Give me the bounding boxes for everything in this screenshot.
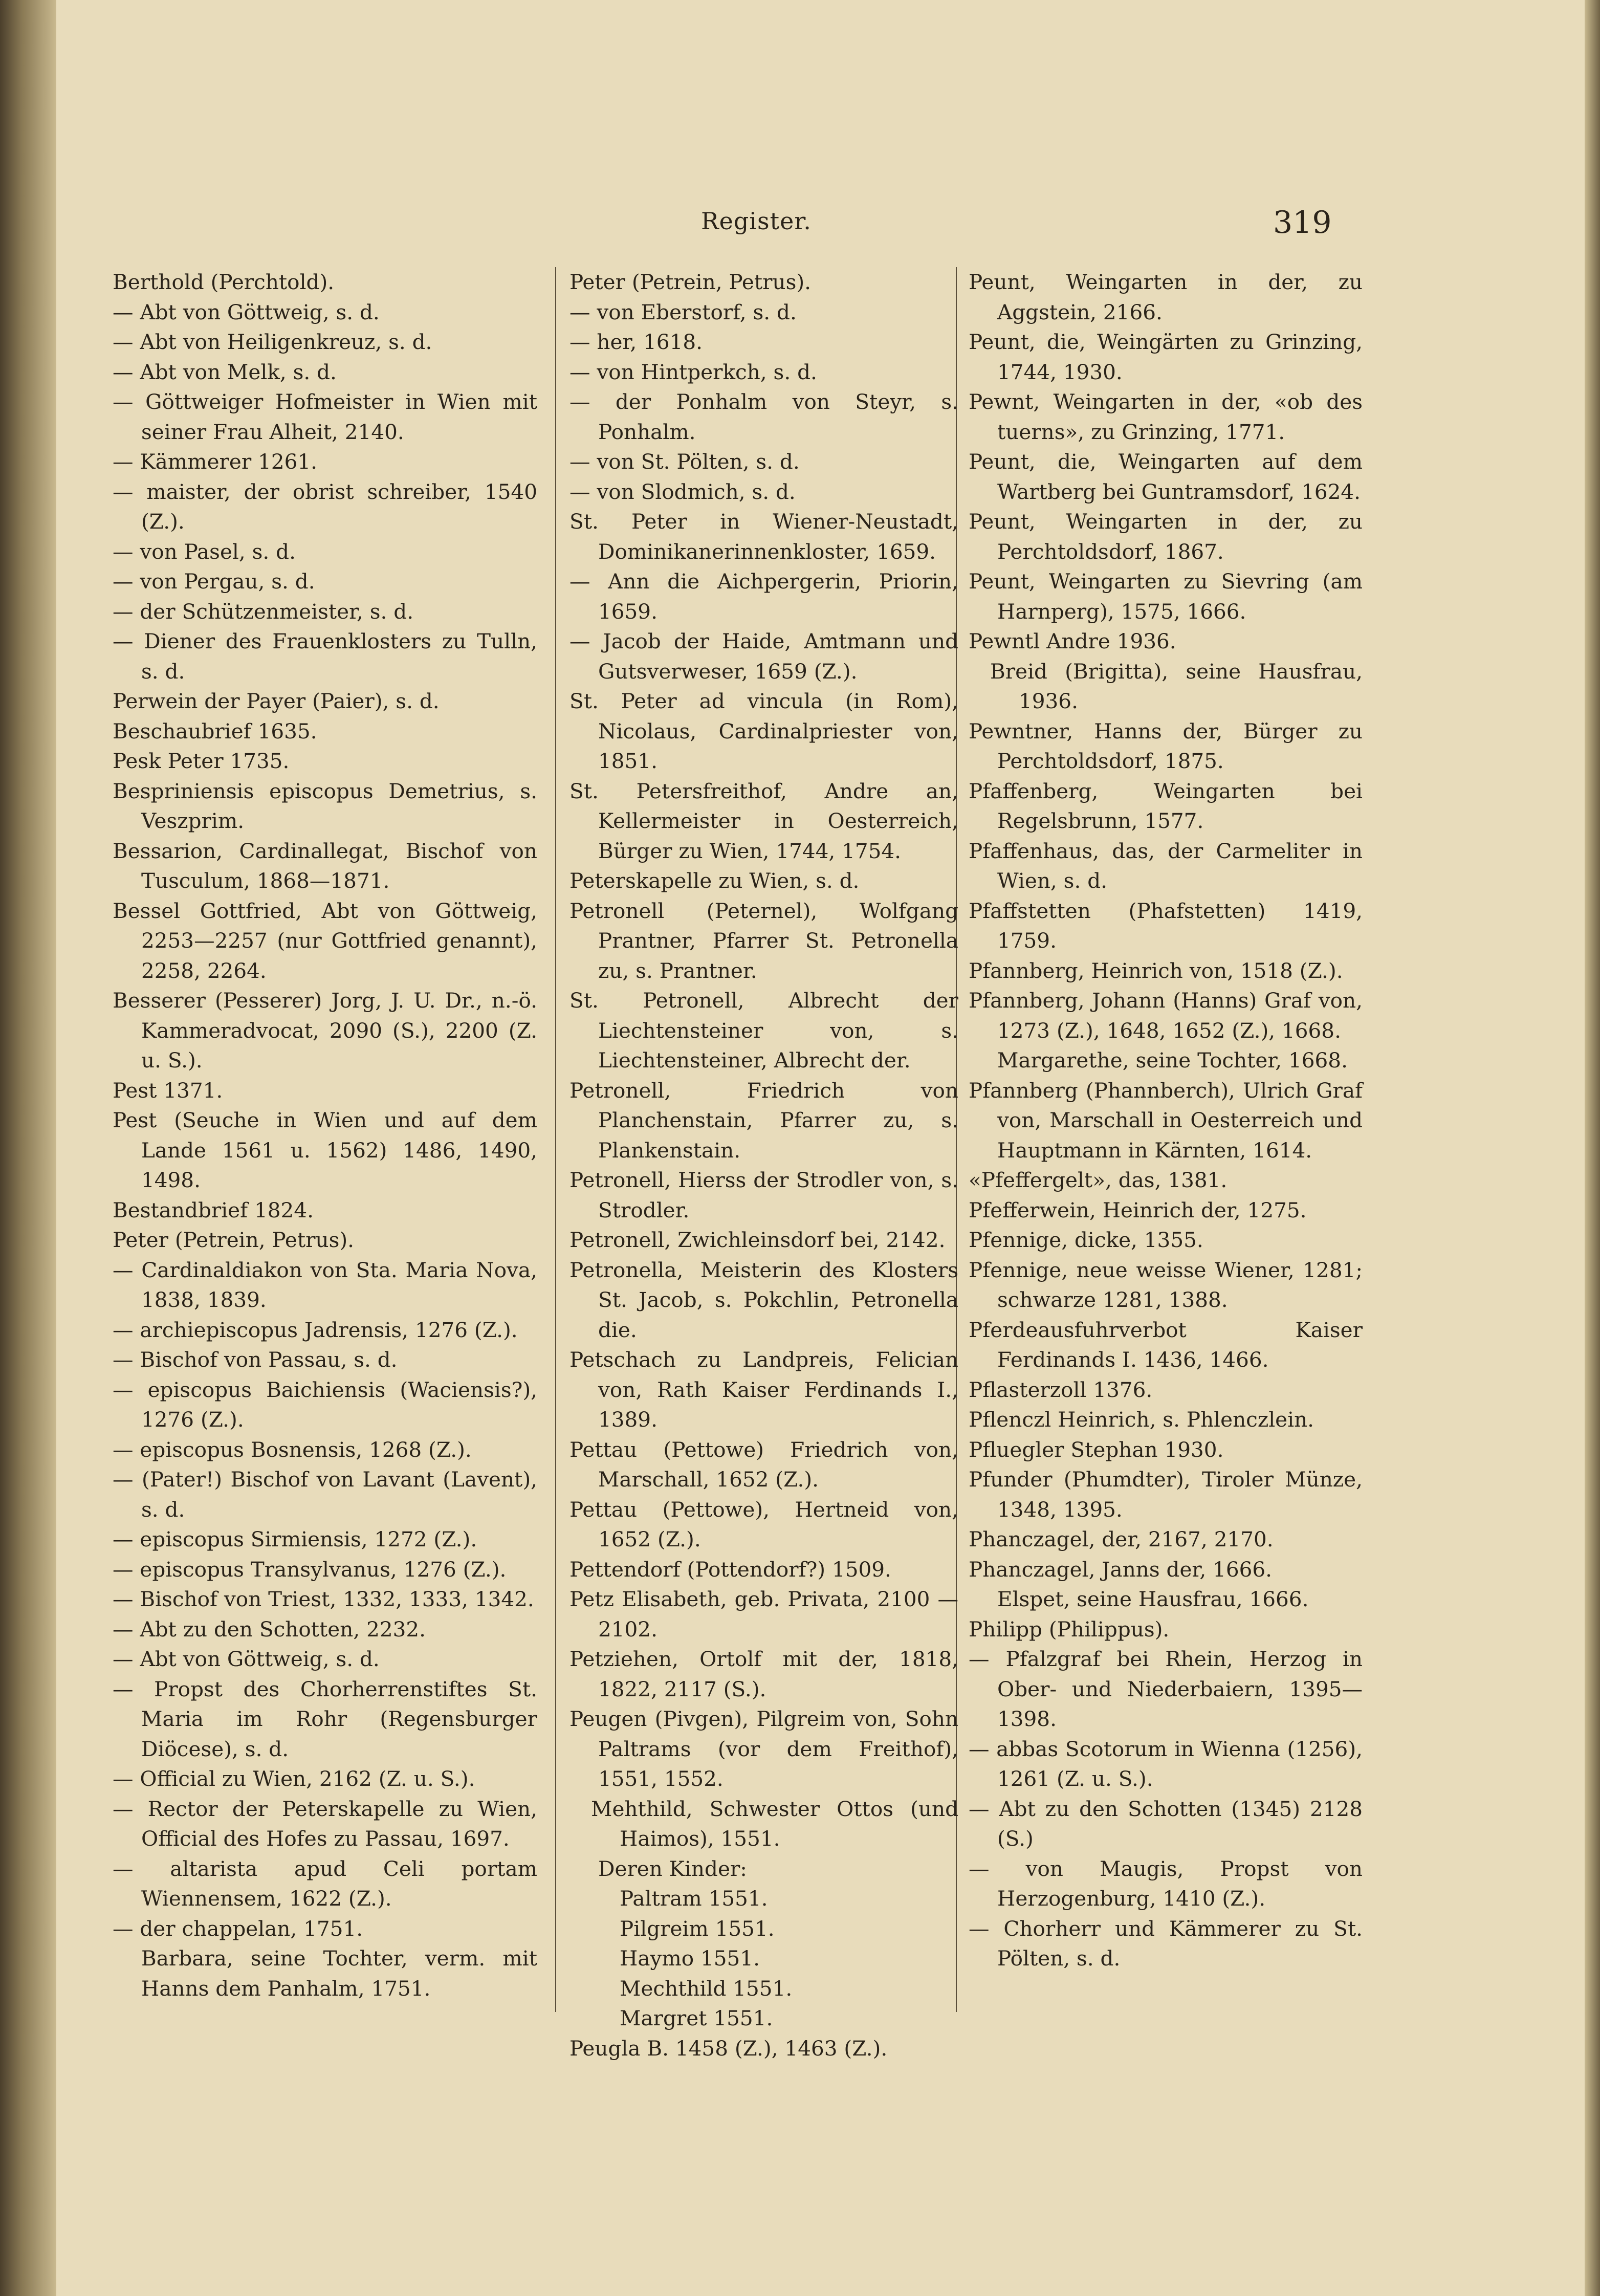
index-entry: — Bischof von Triest, 1332, 1333, 1342. [113, 1587, 534, 1611]
index-entry: — Pfalzgraf bei Rhein, Herzog in Ober- und Niederbaiern, 1395—1398. [969, 1647, 1363, 1731]
index-entry: Pilgreim 1551. [620, 1916, 775, 1941]
index-entry: Pfunder (Phumdter), Tiroler Münze, 1348, 1395. [969, 1467, 1363, 1522]
index-entry: Petronella, Meisterin des Klosters St. Jacob, s. Pokchlin, Petronella die. [569, 1257, 958, 1342]
index-entry: Petronell, Friedrich von Planchenstain, Pfarrer zu, s. Plankenstain. [569, 1078, 958, 1163]
index-entry: Pfannberg, Johann (Hanns) Graf von, 1273 (Z.), 1648, 1652 (Z.), 1668. [969, 988, 1363, 1043]
index-entry: — der Schützenmeister, s. d. [113, 599, 414, 624]
index-entry: Pflasterzoll 1376. [969, 1377, 1153, 1402]
index-entry: Petronell, Zwichleinsdorf bei, 2142. [569, 1228, 946, 1252]
index-entry: — Ann die Aichpergerin, Priorin, 1659. [569, 569, 958, 624]
index-entry: Peunt, Weingarten in der, zu Perchtoldsdorf, 1867. [969, 509, 1363, 564]
index-entry: — Propst des Chorherrenstiftes St. Maria im Rohr (Regensburger Diöcese), s. d. [113, 1676, 537, 1761]
index-entry: — Abt von Heiligenkreuz, s. d. [113, 330, 432, 354]
index-entry: Berthold (Perchtold). [113, 270, 335, 294]
index-entry: Mechthild 1551. [620, 1976, 793, 2001]
index-entry: — Abt von Melk, s. d. [113, 359, 337, 384]
index-entry: Paltram 1551. [620, 1886, 768, 1911]
index-entry: — Jacob der Haide, Amtmann und Gutsverweser, 1659 (Z.). [569, 629, 958, 684]
page-number: 319 [1273, 205, 1332, 240]
index-entry: Peter (Petrein, Petrus). [113, 1228, 355, 1252]
index-entry: Bessarion, Cardinallegat, Bischof von Tusculum, 1868—1871. [113, 838, 537, 893]
index-entry: Pettau (Pettowe), Hertneid von, 1652 (Z.). [569, 1497, 958, 1551]
index-entry: — Abt von Göttweig, s. d. [113, 1647, 380, 1671]
index-entry: — Cardinaldiakon von Sta. Maria Nova, 1838, 1839. [113, 1257, 537, 1312]
index-entry: Bespriniensis episcopus Demetrius, s. Veszprim. [113, 778, 537, 833]
index-entry: Elspet, seine Hausfrau, 1666. [997, 1587, 1309, 1611]
index-entry: Peugla B. 1458 (Z.), 1463 (Z.). [569, 2036, 888, 2061]
index-entry: Margarethe, seine Tochter, 1668. [997, 1048, 1348, 1073]
index-entry: — von Eberstorf, s. d. [569, 299, 797, 324]
index-entry: Besserer (Pesserer) Jorg, J. U. Dr., n.-ö. Kammeradvocat, 2090 (S.), 2200 (Z. u. S.). [113, 988, 537, 1073]
index-entry: — archiepiscopus Jadrensis, 1276 (Z.). [113, 1317, 518, 1342]
index-entry: Pest 1371. [113, 1078, 223, 1103]
index-entry: — Abt zu den Schotten, 2232. [113, 1616, 426, 1642]
index-entry: Pettau (Pettowe) Friedrich von, Marschall, 1652 (Z.). [569, 1437, 958, 1492]
index-entry: Pfaffstetten (Phafstetten) 1419, 1759. [969, 898, 1363, 953]
index-entry: Pfannberg (Phannberch), Ulrich Graf von, Marschall in Oesterreich und Hauptmann in Kärnten, 1614. [969, 1078, 1363, 1163]
index-entry: Pewnt, Weingarten in der, «ob des tuerns», zu Grinzing, 1771. [969, 389, 1363, 444]
index-entry: Pfefferwein, Heinrich der, 1275. [969, 1197, 1307, 1222]
index-entry: Margret 1551. [620, 2006, 773, 2030]
index-entry: — von Pergau, s. d. [113, 569, 315, 594]
index-entry: Peunt, die, Weingärten zu Grinzing, 1744, 1930. [969, 330, 1363, 384]
index-entry: Barbara, seine Tochter, verm. mit Hanns dem Panhalm, 1751. [141, 1946, 537, 2001]
index-entry: Pewntner, Hanns der, Bürger zu Perchtoldsdorf, 1875. [969, 718, 1363, 773]
index-entry: — altarista apud Celi portam Wiennensem, 1622 (Z.). [113, 1856, 537, 1911]
index-entry: — episcopus Baichiensis (Waciensis?), 1276 (Z.). [113, 1377, 537, 1432]
index-entry: Pettendorf (Pottendorf?) 1509. [569, 1557, 891, 1582]
index-entry: Pfannberg, Heinrich von, 1518 (Z.). [969, 958, 1343, 983]
index-entry: Pest (Seuche in Wien und auf dem Lande 1561 u. 1562) 1486, 1490, 1498. [113, 1108, 537, 1192]
index-entry: — von Pasel, s. d. [113, 539, 296, 564]
index-entry: Peunt, Weingarten zu Sievring (am Harnperg), 1575, 1666. [969, 569, 1363, 624]
index-entry: Beschaubrief 1635. [113, 718, 317, 744]
index-entry: Petz Elisabeth, geb. Privata, 2100 —2102. [569, 1587, 958, 1642]
index-entry: — Kämmerer 1261. [113, 449, 318, 474]
index-entry: «Pfeffergelt», das, 1381. [969, 1168, 1228, 1192]
index-entry: — (Pater!) Bischof von Lavant (Lavent), s. d. [113, 1467, 537, 1522]
index-entry: — der Ponhalm von Steyr, s. Ponhalm. [569, 389, 958, 444]
index-entry: Pflenczl Heinrich, s. Phlenczlein. [969, 1407, 1314, 1432]
index-entry: Perwein der Payer (Paier), s. d. [113, 689, 440, 713]
index-entry: — episcopus Transylvanus, 1276 (Z.). [113, 1557, 507, 1582]
index-entry: Breid (Brigitta), seine Hausfrau, 1936. [990, 659, 1363, 713]
column-rule [555, 267, 556, 2012]
index-entry: — Bischof von Passau, s. d. [113, 1347, 398, 1372]
index-entry: — der chappelan, 1751. [113, 1916, 363, 1941]
index-entry: Haymo 1551. [620, 1946, 760, 1971]
index-entry: Pferdeausfuhrverbot Kaiser Ferdinands I. 1436, 1466. [969, 1317, 1363, 1372]
index-entry: Bestandbrief 1824. [113, 1197, 314, 1222]
index-column-3 [969, 267, 1363, 1974]
index-entry: St. Petronell, Albrecht der Liechtensteiner von, s. Liechtensteiner, Albrecht der. [569, 988, 958, 1073]
index-entry: — Diener des Frauenklosters zu Tulln, s. d. [113, 629, 537, 684]
index-entry: Pfluegler Stephan 1930. [969, 1437, 1224, 1462]
index-entry: Peunt, die, Weingarten auf dem Wartberg bei Guntramsdorf, 1624. [969, 449, 1363, 504]
index-entry: Pfennige, dicke, 1355. [969, 1228, 1203, 1252]
index-entry: Pewntl Andre 1936. [969, 629, 1176, 653]
index-entry: — von Hintperkch, s. d. [569, 359, 817, 384]
book-gutter [0, 0, 56, 2296]
index-entry: Petronell, Hierss der Strodler von, s. Strodler. [569, 1168, 958, 1222]
running-head: Register. [701, 207, 812, 235]
index-entry: Pesk Peter 1735. [113, 749, 290, 773]
index-entry: — maister, der obrist schreiber, 1540 (Z.). [113, 479, 537, 534]
index-entry: Phanczagel, Janns der, 1666. [969, 1557, 1273, 1582]
index-entry: Deren Kinder: [598, 1856, 747, 1881]
index-entry: Peugen (Pivgen), Pilgreim von, Sohn Paltrams (vor dem Freithof), 1551, 1552. [569, 1707, 958, 1791]
index-entry: — Official zu Wien, 2162 (Z. u. S.). [113, 1766, 475, 1791]
index-entry: — Abt von Göttweig, s. d. [113, 299, 380, 324]
index-entry: — von Maugis, Propst von Herzogenburg, 1410 (Z.). [969, 1856, 1363, 1911]
index-entry: — Chorherr und Kämmerer zu St. Pölten, s. d. [969, 1916, 1363, 1971]
index-entry: St. Peter ad vincula (in Rom), Nicolaus, Cardinalpriester von, 1851. [569, 689, 958, 773]
index-column-1 [113, 267, 537, 2003]
index-entry: Peterskapelle zu Wien, s. d. [569, 868, 860, 893]
index-entry: Petziehen, Ortolf mit der, 1818, 1822, 2117 (S.). [569, 1647, 958, 1701]
index-entry: Philipp (Philippus). [969, 1616, 1170, 1642]
index-entry: Pfaffenhaus, das, der Carmeliter in Wien, s. d. [969, 838, 1363, 893]
index-entry: — von St. Pölten, s. d. [569, 449, 800, 474]
index-entry: Peter (Petrein, Petrus). [569, 270, 812, 294]
index-entry: St. Petersfreithof, Andre an, Kellermeister in Oesterreich, Bürger zu Wien, 1744, 1754. [569, 778, 958, 863]
index-entry: Pfaffenberg, Weingarten bei Regelsbrunn, 1577. [969, 778, 1363, 833]
index-entry: St. Peter in Wiener-Neustadt, Dominikanerinnenkloster, 1659. [569, 509, 958, 564]
index-entry: — Göttweiger Hofmeister in Wien mit seiner Frau Alheit, 2140. [113, 389, 537, 444]
index-entry: Pfennige, neue weisse Wiener, 1281; schwarze 1281, 1388. [969, 1257, 1363, 1312]
index-entry: Peunt, Weingarten in der, zu Aggstein, 2166. [969, 270, 1363, 324]
index-entry: — von Slodmich, s. d. [569, 479, 796, 504]
page-edge [1585, 0, 1600, 2296]
index-entry: — episcopus Bosnensis, 1268 (Z.). [113, 1437, 472, 1462]
index-entry: Phanczagel, der, 2167, 2170. [969, 1527, 1274, 1551]
index-entry: — abbas Scotorum in Wienna (1256), 1261 (Z. u. S.). [969, 1736, 1363, 1791]
index-entry: Bessel Gottfried, Abt von Göttweig, 2253—2257 (nur Gottfried genannt), 2258, 2264. [113, 898, 537, 983]
index-entry: — her, 1618. [569, 330, 703, 354]
index-entry: Petronell (Peternel), Wolfgang Prantner, Pfarrer St. Petronella zu, s. Prantner. [569, 898, 958, 983]
index-column-2 [569, 267, 958, 2063]
index-entry: — Rector der Peterskapelle zu Wien, Official des Hofes zu Passau, 1697. [113, 1796, 537, 1851]
index-entry: Petschach zu Landpreis, Felician von, Rath Kaiser Ferdinands I., 1389. [569, 1347, 958, 1432]
index-entry: — episcopus Sirmiensis, 1272 (Z.). [113, 1527, 477, 1551]
index-entry: — Abt zu den Schotten (1345) 2128 (S.) [969, 1796, 1363, 1851]
index-entry: Mehthild, Schwester Ottos (und Haimos), 1551. [591, 1796, 958, 1851]
